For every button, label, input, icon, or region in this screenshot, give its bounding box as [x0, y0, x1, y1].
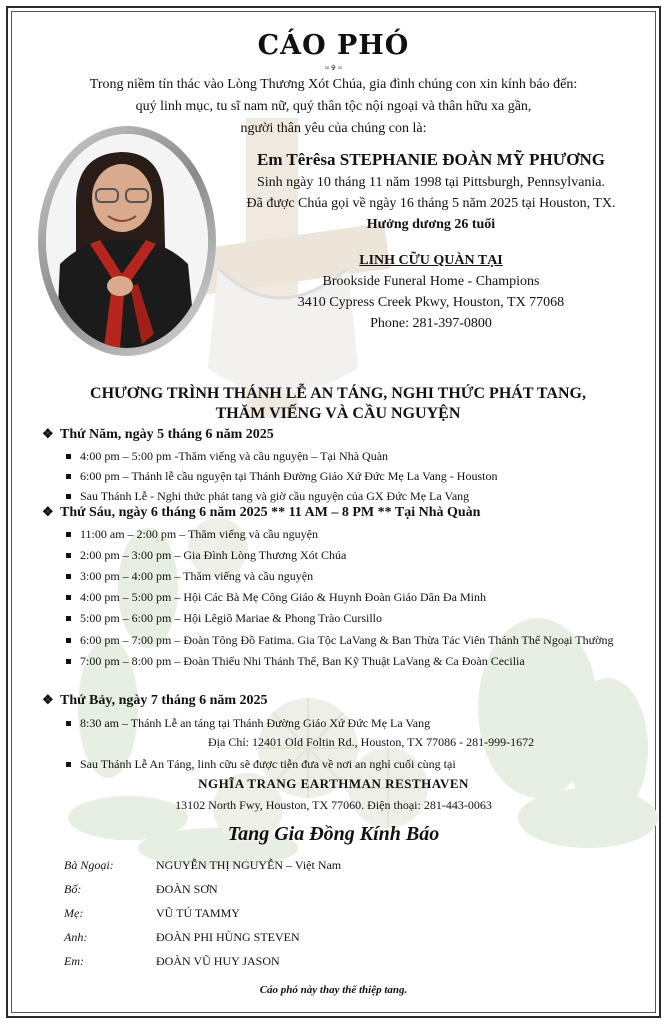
schedule-item — [66, 713, 646, 733]
schedule-item-text: Sau Thánh Lễ An Táng, linh cữu sẽ được tiễn đưa về nơi an nghỉ cuối cùng tại — [80, 757, 456, 771]
diamond-bullet-icon: ❖ — [42, 426, 54, 441]
intro-line: Trong niềm tín thác vào Lòng Thương Xót Chúa, gia đình chúng con xin kính báo đến: — [89, 77, 578, 92]
birth-info: Sinh ngày 10 tháng 11 năm 1998 tại Pittsburgh, Pennsylvania. — [256, 175, 606, 190]
family-member — [64, 930, 300, 945]
family-relation: Em: — [64, 954, 84, 968]
saturday-items — [66, 713, 646, 733]
schedule-item-text: 7:00 pm – 8:00 pm – Đoàn Thiếu Nhi Thánh Thể, Ban Kỹ Thuật LaVang & Ca Đoàn Cecilia — [80, 654, 525, 668]
day-heading-text: Thứ Sáu, ngày 6 tháng 6 năm 2025 ** 11 AM – 8 PM ** Tại Nhà Quàn — [60, 505, 481, 520]
square-bullet-icon — [66, 616, 71, 621]
family-member — [64, 858, 341, 873]
day-heading-text: Thứ Năm, ngày 5 tháng 6 năm 2025 — [60, 427, 274, 442]
family-member-name: NGUYỄN THỊ NGUYỄN – Việt Nam — [156, 858, 342, 872]
family-relation: Anh: — [64, 930, 88, 944]
deceased-info — [216, 148, 646, 334]
schedule-item — [66, 446, 646, 466]
family-member-name: ĐOÀN PHI HÙNG STEVEN — [156, 930, 300, 944]
schedule-item-text: Sau Thánh Lễ - Nghi thức phát tang và giờ cầu nguyện của GX Đức Mẹ La Vang — [80, 489, 470, 503]
square-bullet-icon — [66, 721, 71, 726]
intro-line: quý linh mục, tu sĩ nam nữ, quý thân tộc nội ngoại và thân hữu xa gần, — [135, 99, 532, 114]
title-ornament: ≈ ✞ ≈ — [324, 64, 343, 72]
schedule-item-text: 8:30 am – Thánh Lễ an táng tại Thánh Đường Giáo Xứ Đức Mẹ La Vang — [80, 716, 431, 730]
schedule-item — [66, 524, 646, 545]
schedule-item — [66, 651, 646, 672]
family-member — [64, 954, 280, 969]
schedule-item — [66, 545, 646, 566]
schedule-item — [66, 754, 646, 774]
schedule-item-text: 6:00 pm – 7:00 pm – Đoàn Tông Đồ Fatima. Gia Tộc LaVang & Ban Thừa Tác Viên Thánh Thể Ngoại Thường — [80, 633, 614, 647]
square-bullet-icon — [66, 762, 71, 767]
square-bullet-icon — [66, 553, 71, 558]
square-bullet-icon — [66, 638, 71, 643]
page-title: CÁO PHÓ — [257, 30, 410, 61]
schedule-item-text: 3:00 pm – 4:00 pm – Thăm viếng và cầu nguyện — [80, 569, 314, 583]
funeral-home-heading: LINH CỮU QUÀN TẠI — [359, 253, 503, 268]
schedule-item — [66, 587, 646, 608]
intro-line: người thân yêu của chúng con là: — [240, 121, 427, 136]
family-relation: Bố: — [64, 882, 82, 896]
family-member-name: ĐOÀN VŨ HUY JASON — [156, 954, 280, 968]
obituary-card — [6, 6, 661, 1018]
footer-note: Cáo phó này thay thế thiệp tang. — [259, 984, 408, 996]
family-member — [64, 882, 218, 897]
diamond-bullet-icon: ❖ — [42, 504, 54, 519]
death-info: Đã được Chúa gọi về ngày 16 tháng 5 năm 2025 tại Houston, TX. — [246, 196, 616, 211]
family-member — [64, 906, 240, 921]
schedule-item-text: 4:00 pm – 5:00 pm – Hội Các Bà Mẹ Công Giáo & Huynh Đoàn Giáo Dân Đa Minh — [80, 590, 486, 604]
friday-items — [66, 524, 646, 672]
family-title: Tang Gia Đồng Kính Báo — [227, 823, 440, 845]
program-title-line: THĂM VIẾNG VÀ CẦU NGUYỆN — [215, 405, 461, 422]
funeral-home-phone: Phone: 281-397-0800 — [370, 316, 492, 331]
diamond-bullet-icon: ❖ — [42, 692, 54, 707]
cemetery-name: NGHĨA TRANG EARTHMAN RESTHAVEN — [198, 776, 469, 791]
deceased-name: Em Têrêsa STEPHANIE ĐOÀN MỸ PHƯƠNG — [256, 150, 606, 169]
day-heading-text: Thứ Bảy, ngày 7 tháng 6 năm 2025 — [60, 693, 268, 708]
program-title — [28, 384, 648, 424]
schedule-item-text: 6:00 pm – Thánh lễ cầu nguyện tại Thánh Đường Giáo Xứ Đức Mẹ La Vang - Houston — [80, 469, 498, 483]
family-relation: Bà Ngoại: — [64, 858, 114, 872]
schedule-item — [66, 566, 646, 587]
day-heading-thursday — [42, 426, 274, 443]
square-bullet-icon — [66, 659, 71, 664]
funeral-home-name: Brookside Funeral Home - Champions — [322, 274, 540, 289]
portrait-photo — [46, 134, 208, 348]
square-bullet-icon — [66, 574, 71, 579]
schedule-item-text: 2:00 pm – 3:00 pm – Gia Đình Lòng Thương Xót Chúa — [80, 548, 347, 562]
family-member-name: VŨ TÚ TAMMY — [156, 906, 240, 920]
schedule-item-text: 5:00 pm – 6:00 pm – Hội Lêgiô Mariae & Phong Trào Cursillo — [80, 611, 382, 625]
schedule-item — [66, 629, 646, 651]
family-member-name: ĐOÀN SƠN — [156, 882, 218, 896]
thursday-items — [66, 446, 646, 506]
square-bullet-icon — [66, 595, 71, 600]
schedule-item — [66, 608, 646, 629]
age-info: Hưởng dương 26 tuổi — [366, 217, 496, 232]
square-bullet-icon — [66, 454, 71, 459]
schedule-item-text: 4:00 pm – 5:00 pm -Thăm viếng và cầu nguyện – Tại Nhà Quàn — [80, 449, 389, 463]
day-heading-friday — [42, 504, 480, 521]
family-relation: Mẹ: — [64, 906, 84, 920]
program-title-line: CHƯƠNG TRÌNH THÁNH LỄ AN TÁNG, NGHI THỨC PHÁT TANG, — [90, 385, 586, 402]
schedule-item — [66, 486, 646, 506]
funeral-home-address: 3410 Cypress Creek Pkwy, Houston, TX 77068 — [297, 295, 565, 310]
square-bullet-icon — [66, 474, 71, 479]
square-bullet-icon — [66, 494, 71, 499]
church-address: Địa Chỉ: 12401 Old Foltin Rd., Houston, TX 77086 - 281-999-1672 — [208, 735, 535, 749]
cemetery-address: 13102 North Fwy, Houston, TX 77060. Điện thoại: 281-443-0063 — [175, 798, 492, 812]
portrait-image — [46, 134, 208, 348]
square-bullet-icon — [66, 532, 71, 537]
schedule-item-text: 11:00 am – 2:00 pm – Thăm viếng và cầu nguyện — [80, 527, 318, 541]
saturday-items-2 — [66, 754, 646, 774]
schedule-item — [66, 466, 646, 486]
day-heading-saturday — [42, 692, 268, 709]
